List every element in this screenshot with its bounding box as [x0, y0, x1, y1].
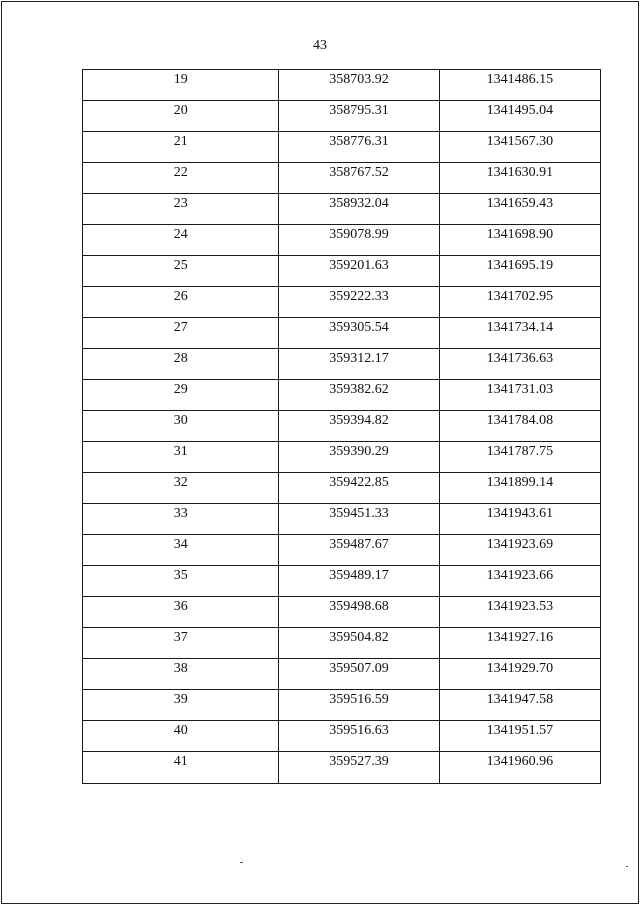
- x-coordinate-cell: [279, 659, 439, 690]
- y-coordinate-cell: [439, 132, 600, 163]
- y-coordinate-text: 1341923.53: [486, 599, 554, 614]
- x-coordinate-cell: [279, 690, 439, 721]
- y-coordinate-cell: [439, 101, 600, 132]
- x-coordinate-cell: [279, 349, 439, 380]
- table-row: [83, 628, 601, 659]
- table-row: [83, 380, 601, 411]
- x-coordinate-cell: [279, 535, 439, 566]
- table-row: [83, 597, 601, 628]
- x-coordinate-text: 359390.29: [329, 444, 389, 459]
- table-row: [83, 411, 601, 442]
- x-coordinate-text: 359504.82: [329, 630, 389, 645]
- x-coordinate-text: 359305.54: [329, 320, 389, 335]
- point-number-cell: [83, 535, 279, 566]
- table-row: [83, 132, 601, 163]
- x-coordinate-cell: [279, 411, 439, 442]
- point-number-text: 39: [173, 692, 188, 707]
- table-row: [83, 101, 601, 132]
- x-coordinate-text: 359394.82: [329, 413, 389, 428]
- y-coordinate-text: 1341731.03: [486, 382, 554, 397]
- y-coordinate-text: 1341702.95: [486, 289, 554, 304]
- y-coordinate-cell: [439, 659, 600, 690]
- x-coordinate-cell: [279, 318, 439, 349]
- point-number-text: 36: [173, 599, 188, 614]
- point-number-text: 30: [173, 413, 188, 428]
- point-number-cell: [83, 411, 279, 442]
- x-coordinate-text: 359516.63: [329, 723, 389, 738]
- y-coordinate-cell: [439, 225, 600, 256]
- y-coordinate-text: 1341734.14: [486, 320, 554, 335]
- x-coordinate-text: 358932.04: [329, 196, 389, 211]
- point-number-cell: [83, 318, 279, 349]
- x-coordinate-cell: [279, 721, 439, 752]
- point-number-text: 31: [173, 444, 188, 459]
- table-row: [83, 225, 601, 256]
- x-coordinate-text: 359201.63: [329, 258, 389, 273]
- point-number-text: 41: [173, 754, 188, 769]
- x-coordinate-cell: [279, 194, 439, 225]
- x-coordinate-text: 359487.67: [329, 537, 389, 552]
- y-coordinate-cell: [439, 287, 600, 318]
- x-coordinate-cell: [279, 473, 439, 504]
- y-coordinate-cell: [439, 473, 600, 504]
- point-number-text: 19: [173, 72, 188, 87]
- x-coordinate-text: 359422.85: [329, 475, 389, 490]
- point-number-cell: [83, 473, 279, 504]
- point-number-cell: [83, 70, 279, 101]
- point-number-text: 26: [173, 289, 188, 304]
- point-number-text: 29: [173, 382, 188, 397]
- point-number-text: 20: [173, 103, 188, 118]
- y-coordinate-cell: [439, 566, 600, 597]
- x-coordinate-cell: [279, 101, 439, 132]
- x-coordinate-cell: [279, 132, 439, 163]
- y-coordinate-text: 1341787.75: [486, 444, 554, 459]
- table-row: [83, 287, 601, 318]
- point-number-cell: [83, 504, 279, 535]
- x-coordinate-text: 359489.17: [329, 568, 389, 583]
- point-number-cell: [83, 442, 279, 473]
- point-number-text: 22: [173, 165, 188, 180]
- x-coordinate-cell: [279, 287, 439, 318]
- y-coordinate-cell: [439, 690, 600, 721]
- point-number-cell: [83, 163, 279, 194]
- point-number-text: 27: [173, 320, 188, 335]
- table-row: [83, 256, 601, 287]
- point-number-text: 21: [173, 134, 188, 149]
- x-coordinate-text: 359498.68: [329, 599, 389, 614]
- point-number-cell: [83, 752, 279, 784]
- scan-speck: [626, 866, 628, 867]
- y-coordinate-text: 1341659.43: [486, 196, 554, 211]
- table-row: [83, 752, 601, 784]
- x-coordinate-cell: [279, 163, 439, 194]
- y-coordinate-text: 1341784.08: [486, 413, 554, 428]
- y-coordinate-text: 1341736.63: [486, 351, 554, 366]
- table-row: [83, 318, 601, 349]
- x-coordinate-cell: [279, 442, 439, 473]
- y-coordinate-text: 1341943.61: [486, 506, 554, 521]
- y-coordinate-text: 1341630.91: [486, 165, 554, 180]
- x-coordinate-text: 359507.09: [329, 661, 389, 676]
- table-row: [83, 349, 601, 380]
- point-number-text: 28: [173, 351, 188, 366]
- table-row: [83, 504, 601, 535]
- point-number-text: 38: [173, 661, 188, 676]
- y-coordinate-cell: [439, 597, 600, 628]
- table-row: [83, 566, 601, 597]
- y-coordinate-text: 1341951.57: [486, 723, 554, 738]
- y-coordinate-cell: [439, 411, 600, 442]
- point-number-cell: [83, 380, 279, 411]
- x-coordinate-cell: [279, 225, 439, 256]
- point-number-cell: [83, 225, 279, 256]
- y-coordinate-cell: [439, 256, 600, 287]
- y-coordinate-cell: [439, 721, 600, 752]
- y-coordinate-cell: [439, 163, 600, 194]
- scan-speck: [240, 862, 243, 863]
- y-coordinate-cell: [439, 442, 600, 473]
- table-row: [83, 690, 601, 721]
- y-coordinate-cell: [439, 70, 600, 101]
- point-number-text: 40: [173, 723, 188, 738]
- x-coordinate-cell: [279, 70, 439, 101]
- point-number-cell: [83, 287, 279, 318]
- y-coordinate-cell: [439, 504, 600, 535]
- table-row: [83, 473, 601, 504]
- point-number-cell: [83, 566, 279, 597]
- table-row: [83, 163, 601, 194]
- y-coordinate-text: 1341695.19: [486, 258, 554, 273]
- point-number-text: 32: [173, 475, 188, 490]
- x-coordinate-cell: [279, 566, 439, 597]
- table-row: [83, 535, 601, 566]
- y-coordinate-text: 1341698.90: [486, 227, 554, 242]
- x-coordinate-text: 358767.52: [329, 165, 389, 180]
- point-number-cell: [83, 628, 279, 659]
- y-coordinate-text: 1341567.30: [486, 134, 554, 149]
- point-number-cell: [83, 101, 279, 132]
- coordinate-table-body: [83, 70, 601, 784]
- y-coordinate-cell: [439, 628, 600, 659]
- x-coordinate-cell: [279, 752, 439, 784]
- x-coordinate-text: 359222.33: [329, 289, 389, 304]
- y-coordinate-cell: [439, 194, 600, 225]
- x-coordinate-text: 359078.99: [329, 227, 389, 242]
- table-row: [83, 194, 601, 225]
- table-row: [83, 442, 601, 473]
- y-coordinate-text: 1341486.15: [486, 72, 554, 87]
- point-number-text: 23: [173, 196, 188, 211]
- point-number-cell: [83, 690, 279, 721]
- y-coordinate-cell: [439, 535, 600, 566]
- point-number-text: 37: [173, 630, 188, 645]
- point-number-cell: [83, 194, 279, 225]
- y-coordinate-text: 1341899.14: [486, 475, 554, 490]
- point-number-text: 33: [173, 506, 188, 521]
- page-number: 43: [313, 38, 327, 53]
- y-coordinate-text: 1341923.66: [486, 568, 554, 583]
- y-coordinate-cell: [439, 349, 600, 380]
- y-coordinate-text: 1341960.96: [486, 754, 554, 769]
- x-coordinate-text: 359312.17: [329, 351, 389, 366]
- y-coordinate-cell: [439, 380, 600, 411]
- point-number-cell: [83, 659, 279, 690]
- y-coordinate-text: 1341927.16: [486, 630, 554, 645]
- y-coordinate-text: 1341923.69: [486, 537, 554, 552]
- point-number-cell: [83, 256, 279, 287]
- x-coordinate-cell: [279, 380, 439, 411]
- y-coordinate-text: 1341495.04: [486, 103, 554, 118]
- point-number-text: 24: [173, 227, 188, 242]
- y-coordinate-text: 1341929.70: [486, 661, 554, 676]
- point-number-text: 25: [173, 258, 188, 273]
- point-number-cell: [83, 349, 279, 380]
- x-coordinate-text: 359527.39: [329, 754, 389, 769]
- table-row: [83, 70, 601, 101]
- table-row: [83, 721, 601, 752]
- coordinate-table: [82, 69, 601, 784]
- point-number-text: 34: [173, 537, 188, 552]
- y-coordinate-cell: [439, 752, 600, 784]
- x-coordinate-text: 359516.59: [329, 692, 389, 707]
- table-row: [83, 659, 601, 690]
- y-coordinate-text: 1341947.58: [486, 692, 554, 707]
- point-number-cell: [83, 721, 279, 752]
- point-number-cell: [83, 597, 279, 628]
- point-number-text: 35: [173, 568, 188, 583]
- x-coordinate-text: 358703.92: [329, 72, 389, 87]
- x-coordinate-text: 358776.31: [329, 134, 389, 149]
- x-coordinate-cell: [279, 597, 439, 628]
- x-coordinate-cell: [279, 256, 439, 287]
- x-coordinate-text: 358795.31: [329, 103, 389, 118]
- point-number-cell: [83, 132, 279, 163]
- x-coordinate-cell: [279, 628, 439, 659]
- x-coordinate-text: 359451.33: [329, 506, 389, 521]
- x-coordinate-text: 359382.62: [329, 382, 389, 397]
- x-coordinate-cell: [279, 504, 439, 535]
- y-coordinate-cell: [439, 318, 600, 349]
